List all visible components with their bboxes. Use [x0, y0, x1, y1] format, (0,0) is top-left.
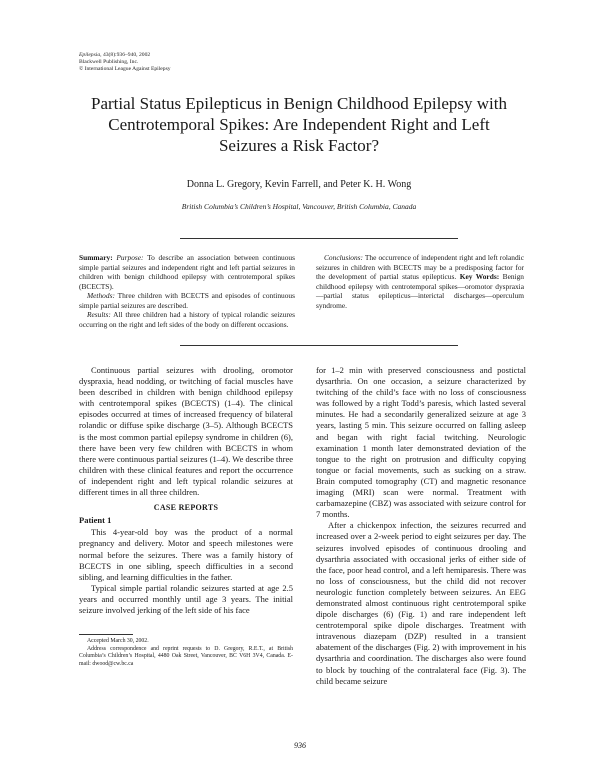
keywords-text: Benign childhood epilepsy with centrotemporal spikes—oromotor dyspraxia—partial status epilepticus—interictal discharges—operculum syndrome. [316, 272, 524, 310]
results-text: All three children had a history of typical rolandic seizures occurring on the right and left sides of the body on different occasions. [79, 310, 295, 329]
abstract-top-rule [180, 238, 458, 239]
title-line-1: Partial Status Epilepticus in Benign Childhood Epilepsy with [90, 94, 507, 113]
footnote-address: Address correspondence and reprint requests to D. Gregory, R.E.T., at British Columbia’s Children’s Hospital, 4480 Oak Street, Vancouver, BC V6H 3V4, Canada. E-mail: dwood@cw.bc.ca [79, 645, 293, 667]
abstract-methods [79, 291, 295, 310]
body-right-column [316, 365, 526, 687]
purpose-text: To describe an association between continuous simple partial seizures and independent right and left partial seizures in children with benign childhood epilepsy with centrotemporal spikes (BCECTS). [79, 253, 295, 291]
article-title [60, 93, 538, 156]
citation-line [79, 52, 171, 59]
affiliation: British Columbia’s Children’s Hospital, Vancouver, British Columbia, Canada [181, 202, 417, 211]
page-number: 936 [294, 741, 306, 750]
abstract-purpose [79, 253, 295, 291]
title-line-2: Centrotemporal Spikes: Are Independent Right and Left [108, 115, 490, 134]
copyright: © International League Against Epilepsy [79, 66, 171, 72]
right-paragraph-1: for 1–2 min with preserved consciousness and postictal dysarthria. On one occasion, a seizure characterized by twitching of the child’s face with no loss of consciousness was followed by a right Todd’s paresis, which lasted several minutes. He had a secondarily generalized seizure at age 3 years, lasting 5 min. This seizure occurred on falling asleep and began with right facial twitching. Neurologic examination 1 month later demonstrated deviation of the tongue to the right on protrusion and difficulty copying tongue or facial movements, such as sucking on a straw. Brain computed tomography (CT) and magnetic resonance imaging (MRI) scan were normal. Treatment with carbamazepine (CBZ) was associated with seizure control for 7 months. [316, 365, 526, 520]
conclusions-text: The occurrence of independent right and left rolandic seizures in children with BCECTS may be a predisposing factor for the development of partial status epilepticus. [316, 253, 524, 281]
body-left-column [79, 365, 293, 616]
intro-paragraph: Continuous partial seizures with drooling, oromotor dyspraxia, head nodding, or twitching of facial muscles have been described in children with benign childhood epilepsy with centrotemporal spikes (BCECTS) (1–4). The clinical episodes occurred at times of increased frequency of bilateral rolandic or diffuse spike discharge (3–5). Although BCECTS is the most common partial epilepsy syndrome in children (6), there have been very few children with BCECTS in whom there were continuous partial seizures (1–4). We describe three children with these clinical features and report the occurrence of independent right and left typical rolandic seizures at different times in all three children. [79, 365, 293, 498]
keywords-label: Key Words: [459, 272, 500, 281]
patient-1-heading: Patient 1 [79, 515, 112, 526]
conclusions-label: Conclusions: [324, 253, 364, 262]
citation: 43(8):936–940, 2002 [102, 52, 151, 58]
footnote-rule [79, 634, 133, 635]
methods-label: Methods: [87, 291, 115, 300]
authors: Donna L. Gregory, Kevin Farrell, and Peter K. H. Wong [186, 179, 412, 190]
abstract-right [316, 253, 524, 310]
summary-label: Summary: [79, 253, 113, 262]
results-label: Results: [87, 310, 111, 319]
abstract-conclusions [316, 253, 524, 310]
methods-text: Three children with BCECTS and episodes of continuous simple partial seizures are described. [79, 291, 295, 310]
patient-1-paragraph-2: Typical simple partial rolandic seizures started at age 2.5 years and occurred monthly until age 3 years. The initial seizure involved jerking of the left side of his face [79, 582, 293, 615]
abstract-left [79, 253, 295, 329]
publisher: Blackwell Publishing, Inc. [79, 59, 139, 65]
case-reports-heading: CASE REPORTS [153, 503, 219, 513]
abstract-results [79, 310, 295, 329]
running-header [79, 52, 171, 73]
footnote-accepted: Accepted March 30, 2002. [87, 638, 149, 644]
footnote [79, 638, 293, 668]
patient-1-paragraph-1: This 4-year-old boy was the product of a normal pregnancy and delivery. Motor and speech milestones were normal before the seizures. There was a family history of BCECTS in one sibling, speech difficulties in a second sibling, and learning difficulties in the father. [79, 527, 293, 582]
title-line-3: Seizures a Risk Factor? [218, 136, 380, 155]
journal-name: Epilepsia, [79, 52, 102, 58]
abstract-bottom-rule [180, 345, 458, 346]
right-paragraph-2: After a chickenpox infection, the seizures recurred and increased over a 2-week period to eight seizures per day. The seizures involved episodes of continuous drooling and dysarthria associated with occasional jerks of either side of the face, poor head control, and a left hemiparesis. There was no loss of consciousness, but the child did not recover neurologic function completely between seizures. An EEG demonstrated almost continuous right centrotemporal spike dipole discharges (6) (Fig. 1) and rare independent left centrotemporal spike dipole discharges. Treatment with intravenous diazepam (DZP) resulted in a transient abatement of the discharges (Fig. 2) with improvement in his dysarthria and coordination. The discharges also were found to block by touching of the contralateral face (Fig. 3). The child became seizure [316, 520, 526, 686]
purpose-label: Purpose: [116, 253, 144, 262]
